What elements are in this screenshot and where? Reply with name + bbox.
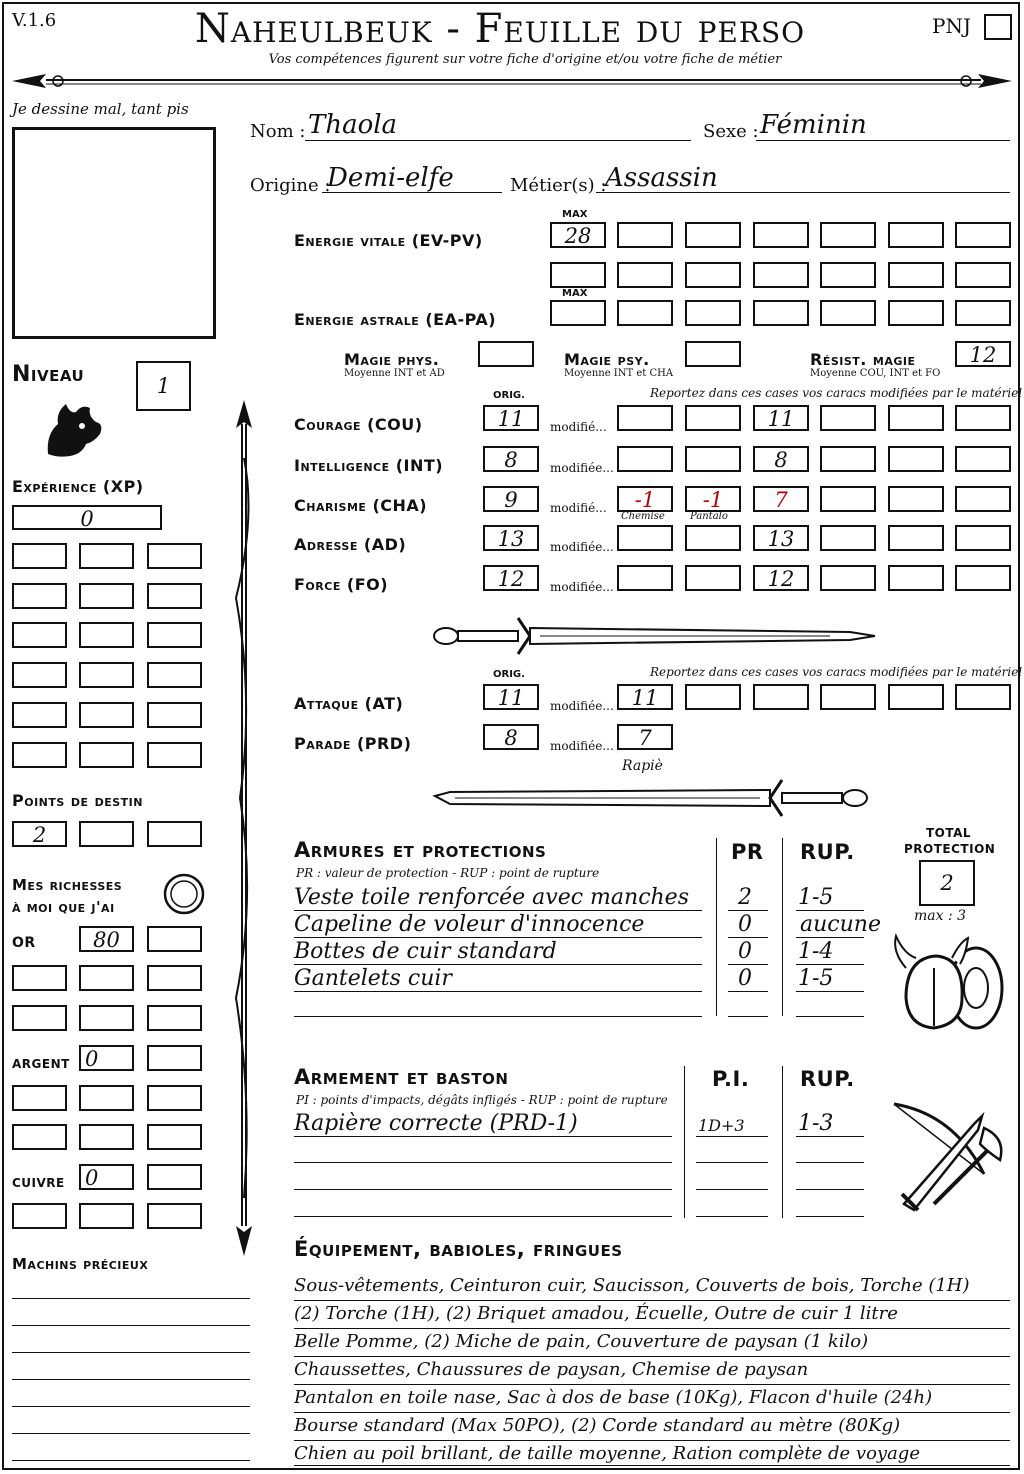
or-box[interactable] — [79, 965, 134, 991]
force-mod-box[interactable]: 12 — [753, 565, 809, 591]
argent-box[interactable]: 0 — [79, 1045, 134, 1071]
metier-field[interactable]: Assassin — [605, 163, 718, 193]
pnj-checkbox[interactable] — [984, 14, 1012, 40]
orig-label: ORIG. — [493, 390, 525, 401]
attaque-mod-box[interactable] — [955, 684, 1011, 710]
magie-phys-box[interactable] — [478, 341, 534, 367]
resist-magie-box[interactable]: 12 — [955, 341, 1011, 367]
arme-name[interactable]: Rapière correcte (PRD-1) — [294, 1111, 578, 1136]
attaque-mod-box[interactable] — [753, 684, 809, 710]
force-mod-box[interactable] — [820, 565, 876, 591]
intelligence-mod-box[interactable] — [617, 446, 673, 472]
origine-field[interactable]: Demi-elfe — [327, 163, 454, 193]
ev-box[interactable] — [685, 262, 741, 288]
dragon-icon — [38, 394, 108, 464]
niveau-box[interactable]: 1 — [136, 361, 191, 411]
report-note-combat: Reportez dans ces cases vos caracs modifiées par le matériel — [650, 665, 1023, 679]
xp-tally-box[interactable] — [79, 662, 134, 688]
armure-name[interactable]: Bottes de cuir standard — [294, 939, 557, 964]
niveau-label: Niveau — [12, 362, 85, 387]
courage-mod-box[interactable] — [617, 405, 673, 431]
ev-box[interactable] — [955, 262, 1011, 288]
charisme-mod-box[interactable]: -1 — [617, 486, 673, 512]
charisme-mod-note: Chemise — [621, 511, 665, 522]
ev-max-label: MAX — [562, 209, 588, 220]
equipement-line[interactable]: Sous-vêtements, Ceinturon cuir, Saucisson, Couverts de bois, Torche (1H) — [294, 1273, 1010, 1301]
magie-phys-label: Magie phys. — [344, 350, 440, 369]
attaque-mod-box[interactable] — [888, 684, 944, 710]
attaque-mod-box[interactable]: 11 — [617, 684, 673, 710]
metier-label: Métier(s) : — [510, 175, 607, 196]
pr-header: PR — [731, 840, 764, 864]
parade-orig-box[interactable]: 8 — [483, 724, 539, 750]
spear-divider-icon — [6, 66, 1018, 94]
charisme-orig-box[interactable]: 9 — [483, 486, 539, 512]
intelligence-mod-box[interactable] — [820, 446, 876, 472]
force-mod-box[interactable] — [685, 565, 741, 591]
sheet-subtitle: Vos compétences figurent sur votre fiche d'origine et/ou votre fiche de métier — [268, 52, 782, 67]
or-box[interactable] — [147, 1005, 202, 1031]
charisme-mod-box[interactable]: 7 — [753, 486, 809, 512]
resist-magie-note: Moyenne COU, INT et FO — [810, 368, 941, 379]
armures-note: PR : valeur de protection - RUP : point de rupture — [296, 866, 600, 880]
sword-icon — [430, 612, 880, 656]
xp-tally-box[interactable] — [147, 543, 202, 569]
intelligence-mod-box[interactable]: 8 — [753, 446, 809, 472]
attaque-mod-box[interactable] — [685, 684, 741, 710]
parade-label: Parade (PRD) — [294, 734, 412, 753]
rup-header: RUP. — [800, 840, 855, 864]
argent-box[interactable] — [12, 1124, 67, 1150]
argent-box[interactable] — [147, 1045, 202, 1071]
ev-box[interactable] — [685, 222, 741, 248]
argent-box[interactable] — [79, 1085, 134, 1111]
argent-box[interactable] — [12, 1085, 67, 1111]
richesses-label-2: à moi que j'ai — [12, 898, 115, 916]
intelligence-mod-box[interactable] — [685, 446, 741, 472]
adresse-mod-box[interactable] — [685, 525, 741, 551]
resist-magie-label: Résist. magie — [810, 350, 916, 369]
force-orig-box[interactable]: 12 — [483, 565, 539, 591]
xp-tally-box[interactable] — [12, 742, 67, 768]
force-mod-box[interactable] — [888, 565, 944, 591]
parade-modifie: modifiée... — [550, 739, 614, 753]
armure-pr[interactable]: 0 — [738, 966, 752, 991]
equipement-line[interactable]: Pantalon en toile nase, Sac à dos de base (10Kg), Flacon d'huile (24h) — [294, 1385, 1010, 1413]
armures-title: Armures et protections — [294, 838, 547, 862]
argent-box[interactable] — [147, 1124, 202, 1150]
ev-box[interactable] — [617, 222, 673, 248]
ev-box[interactable] — [617, 262, 673, 288]
rup-header-armement: RUP. — [800, 1067, 855, 1091]
ea-label: Energie astrale (EA-PA) — [294, 310, 497, 329]
attaque-label: Attaque (AT) — [294, 694, 404, 713]
xp-tally-box[interactable] — [147, 622, 202, 648]
parade-mod-box[interactable]: 7 — [617, 724, 673, 750]
adresse-mod-box[interactable] — [820, 525, 876, 551]
equipement-line[interactable]: Bourse standard (Max 50PO), (2) Corde standard au mètre (80Kg) — [294, 1413, 1010, 1441]
cuivre-box[interactable] — [147, 1164, 202, 1190]
richesses-label: Mes richesses — [12, 876, 123, 894]
attaque-modifie: modifiée... — [550, 699, 614, 713]
ev-box[interactable] — [820, 262, 876, 288]
origine-label: Origine : — [250, 175, 331, 196]
ev-box[interactable] — [820, 222, 876, 248]
equipement-line[interactable]: Belle Pomme, (2) Miche de pain, Couverture de paysan (1 kilo) — [294, 1329, 1010, 1357]
armure-pr[interactable]: 2 — [738, 885, 752, 910]
charisme-mod-note: Pantalo — [690, 511, 728, 522]
xp-tally-box[interactable] — [147, 583, 202, 609]
courage-mod-box[interactable]: 11 — [753, 405, 809, 431]
cuivre-box[interactable]: 0 — [79, 1164, 134, 1190]
or-box[interactable] — [147, 965, 202, 991]
sword-icon — [430, 776, 880, 820]
argent-box[interactable] — [79, 1124, 134, 1150]
sheet-title: Naheulbeuk - Feuille du perso — [194, 6, 806, 52]
charisme-modifie: modifié... — [550, 501, 607, 515]
equipement-title: Équipement, babioles, fringues — [294, 1237, 623, 1261]
or-box[interactable] — [147, 926, 202, 952]
courage-mod-box[interactable] — [888, 405, 944, 431]
or-box[interactable] — [12, 965, 67, 991]
coin-icon — [162, 872, 206, 916]
xp-tally-box[interactable] — [12, 543, 67, 569]
helmet-shield-icon — [886, 928, 1006, 1038]
ea-box[interactable] — [955, 300, 1011, 326]
argent-box[interactable] — [147, 1085, 202, 1111]
orig-label-combat: ORIG. — [493, 669, 525, 680]
attaque-orig-box[interactable]: 11 — [483, 684, 539, 710]
magie-psy-box[interactable] — [685, 341, 741, 367]
weapons-icon — [884, 1094, 1008, 1218]
xp-label: Expérience (XP) — [12, 477, 144, 496]
machins-line[interactable] — [12, 1406, 250, 1407]
courage-mod-box[interactable] — [685, 405, 741, 431]
machins-line[interactable] — [12, 1460, 250, 1461]
armure-rup[interactable]: 1-4 — [798, 939, 834, 964]
armure-name[interactable]: Gantelets cuir — [294, 966, 452, 991]
attaque-mod-box[interactable] — [820, 684, 876, 710]
or-box[interactable] — [79, 1005, 134, 1031]
xp-tally-box[interactable] — [147, 702, 202, 728]
force-mod-box[interactable] — [955, 565, 1011, 591]
intelligence-mod-box[interactable] — [955, 446, 1011, 472]
adresse-mod-box[interactable] — [955, 525, 1011, 551]
total-protection-box[interactable]: 2 — [919, 860, 975, 906]
intelligence-orig-box[interactable]: 8 — [483, 446, 539, 472]
xp-tally-box[interactable] — [12, 702, 67, 728]
armure-name[interactable]: Capeline de voleur d'innocence — [294, 912, 645, 937]
sexe-label: Sexe : — [703, 121, 759, 142]
or-box[interactable] — [12, 1005, 67, 1031]
xp-tally-box[interactable] — [79, 622, 134, 648]
ev-box[interactable] — [888, 262, 944, 288]
courage-modifie: modifié... — [550, 420, 607, 434]
portrait-caption: Je dessine mal, tant pis — [12, 100, 189, 118]
xp-tally-box[interactable] — [147, 662, 202, 688]
adresse-mod-box[interactable] — [617, 525, 673, 551]
max-protection-note: max : 3 — [914, 908, 967, 924]
total-protection-label: TOTAL — [926, 826, 972, 840]
courage-orig-box[interactable]: 11 — [483, 405, 539, 431]
report-note: Reportez dans ces cases vos caracs modifiées par le matériel — [650, 386, 1023, 400]
adresse-mod-box[interactable]: 13 — [753, 525, 809, 551]
ea-box[interactable] — [617, 300, 673, 326]
ea-box[interactable] — [685, 300, 741, 326]
magie-psy-label: Magie psy. — [564, 350, 650, 369]
armure-pr[interactable]: 0 — [738, 939, 752, 964]
ea-box[interactable] — [820, 300, 876, 326]
xp-tally-box[interactable] — [79, 742, 134, 768]
ev-box[interactable] — [753, 222, 809, 248]
armure-pr[interactable]: 0 — [738, 912, 752, 937]
armure-rup[interactable]: 1-5 — [798, 885, 834, 910]
machins-line[interactable] — [12, 1433, 250, 1434]
pnj-label: PNJ — [932, 14, 971, 38]
xp-tally-box[interactable] — [12, 583, 67, 609]
cuivre-box[interactable] — [12, 1203, 67, 1229]
ev-box[interactable] — [955, 222, 1011, 248]
armement-title: Armement et baston — [294, 1065, 509, 1089]
force-mod-box[interactable] — [617, 565, 673, 591]
courage-label: Courage (COU) — [294, 415, 423, 434]
machins-label: Machins précieux — [12, 1255, 149, 1273]
xp-tally-box[interactable] — [79, 583, 134, 609]
ev-box[interactable] — [888, 222, 944, 248]
xp-tally-box[interactable] — [12, 622, 67, 648]
armure-rup[interactable]: aucune — [800, 912, 881, 937]
armure-name[interactable]: Veste toile renforcée avec manches — [294, 885, 689, 910]
charisme-mod-box[interactable] — [955, 486, 1011, 512]
machins-line[interactable] — [12, 1298, 250, 1299]
machins-line[interactable] — [12, 1325, 250, 1326]
machins-line[interactable] — [12, 1379, 250, 1380]
force-label: Force (FO) — [294, 575, 389, 594]
portrait-box[interactable] — [12, 127, 216, 339]
destin-label: Points de destin — [12, 791, 143, 810]
or-box[interactable]: 80 — [79, 926, 134, 952]
sexe-field[interactable]: Féminin — [760, 110, 867, 140]
cuivre-label: CUIVRE — [12, 1176, 65, 1190]
pi-header: P.I. — [712, 1067, 750, 1091]
spear-icon — [226, 398, 262, 1258]
xp-tally-box[interactable] — [79, 543, 134, 569]
armure-rup[interactable]: 1-5 — [798, 966, 834, 991]
ea-box[interactable] — [888, 300, 944, 326]
courage-mod-box[interactable] — [820, 405, 876, 431]
intelligence-modifie: modifiée... — [550, 461, 614, 475]
charisme-mod-box[interactable]: -1 — [685, 486, 741, 512]
ea-max-label: MAX — [562, 288, 588, 299]
cuivre-box[interactable] — [147, 1203, 202, 1229]
nom-field[interactable]: Thaola — [308, 110, 398, 140]
destin-box[interactable]: 2 — [12, 821, 67, 847]
destin-box[interactable] — [79, 821, 134, 847]
destin-box[interactable] — [147, 821, 202, 847]
ev-max-box[interactable]: 28 — [550, 222, 606, 248]
equipement-line[interactable]: Chien au poil brillant, de taille moyenne, Ration complète de voyage — [294, 1441, 1010, 1466]
equipement-line[interactable]: Chaussettes, Chaussures de paysan, Chemise de paysan — [294, 1357, 1010, 1385]
total-protection-label-2: PROTECTION — [904, 842, 996, 856]
ev-box[interactable] — [550, 262, 606, 288]
ea-max-box[interactable] — [550, 300, 606, 326]
intelligence-mod-box[interactable] — [888, 446, 944, 472]
xp-tally-box[interactable] — [79, 702, 134, 728]
parade-mod-note: Rapiè — [622, 758, 663, 774]
adresse-label: Adresse (AD) — [294, 535, 407, 554]
adresse-mod-box[interactable] — [888, 525, 944, 551]
xp-tally-box[interactable] — [147, 742, 202, 768]
machins-line[interactable] — [12, 1352, 250, 1353]
charisme-mod-box[interactable] — [888, 486, 944, 512]
ea-box[interactable] — [753, 300, 809, 326]
charisme-mod-box[interactable] — [820, 486, 876, 512]
xp-tally-box[interactable] — [12, 662, 67, 688]
charisme-label: Charisme (CHA) — [294, 496, 428, 515]
ev-box[interactable] — [753, 262, 809, 288]
magie-phys-note: Moyenne INT et AD — [344, 368, 445, 379]
courage-mod-box[interactable] — [955, 405, 1011, 431]
magie-psy-note: Moyenne INT et CHA — [564, 368, 674, 379]
adresse-orig-box[interactable]: 13 — [483, 525, 539, 551]
argent-label: ARGENT — [12, 1057, 70, 1071]
equipement-line[interactable]: (2) Torche (1H), (2) Briquet amadou, Écuelle, Outre de cuir 1 litre — [294, 1301, 1010, 1329]
arme-pi[interactable]: 1D+3 — [698, 1116, 745, 1135]
version-label: V.1.6 — [12, 10, 57, 31]
xp-box[interactable]: 0 — [12, 505, 162, 530]
adresse-modifie: modifiée... — [550, 540, 614, 554]
ev-label: Energie vitale (EV-PV) — [294, 231, 483, 250]
arme-rup[interactable]: 1-3 — [798, 1111, 834, 1136]
or-label: OR — [12, 935, 36, 951]
intelligence-label: Intelligence (INT) — [294, 456, 444, 475]
armement-note: PI : points d'impacts, dégâts infligés - RUP : point de rupture — [296, 1093, 668, 1107]
nom-label: Nom : — [250, 121, 306, 142]
cuivre-box[interactable] — [79, 1203, 134, 1229]
force-modifie: modifiée... — [550, 580, 614, 594]
